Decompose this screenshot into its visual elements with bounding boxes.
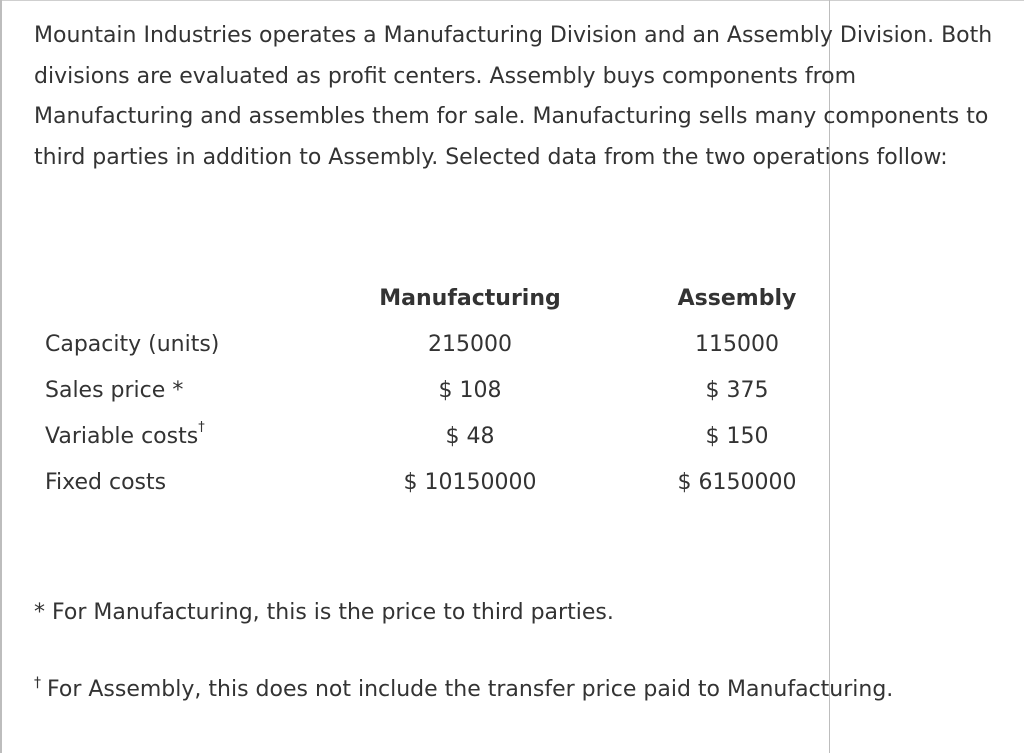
footnote-asterisk-mark: * <box>34 600 45 625</box>
table-row <box>34 321 879 367</box>
footnote-asterisk-text: For Manufacturing, this is the price to third parties. <box>52 600 614 625</box>
table-row <box>34 459 879 505</box>
footnote-mark-asterisk: * <box>172 377 184 403</box>
footnote-dagger-mark: † <box>34 675 41 691</box>
row-label <box>34 459 345 505</box>
footnote-dagger-text: For Assembly, this does not include the transfer price paid to Manufacturing. <box>47 677 894 702</box>
manufacturing-value: $ 10150000 <box>403 469 537 495</box>
header-assembly: Assembly <box>677 285 797 311</box>
row-label <box>34 367 345 413</box>
header-label-cell <box>34 275 345 321</box>
frame-left-border <box>0 0 2 753</box>
footnote-mark-dagger: † <box>198 419 205 435</box>
assembly-value: 115000 <box>695 331 779 357</box>
manufacturing-value: $ 108 <box>438 377 502 403</box>
assembly-value: $ 6150000 <box>677 469 797 495</box>
assembly-value: $ 375 <box>705 377 769 403</box>
row-label <box>34 413 345 459</box>
table-row <box>34 413 879 459</box>
intro-paragraph: Mountain Industries operates a Manufacturing Division and an Assembly Division. Both divisions are evaluated as profit centers. Assembly buys components from Manufacturing and assembles them for sale. Manufacturing sells many components to third parties in addition to Assembly. Selected data from the two operations follow: <box>34 23 993 170</box>
manufacturing-value: $ 48 <box>445 423 495 449</box>
table-row <box>34 367 879 413</box>
division-data-table <box>34 275 879 505</box>
row-label-text: Fixed costs <box>45 469 167 495</box>
footnote-asterisk <box>34 600 614 625</box>
header-manufacturing: Manufacturing <box>379 285 561 311</box>
frame-top-border <box>0 0 1024 1</box>
row-label <box>34 321 345 367</box>
table-header-row <box>34 275 879 321</box>
footnote-dagger <box>34 677 893 702</box>
assembly-value: $ 150 <box>705 423 769 449</box>
row-label-text: Variable costs <box>45 423 199 449</box>
manufacturing-value: 215000 <box>428 331 512 357</box>
row-label-text: Capacity (units) <box>45 331 220 357</box>
row-label-text: Sales price <box>45 377 166 403</box>
